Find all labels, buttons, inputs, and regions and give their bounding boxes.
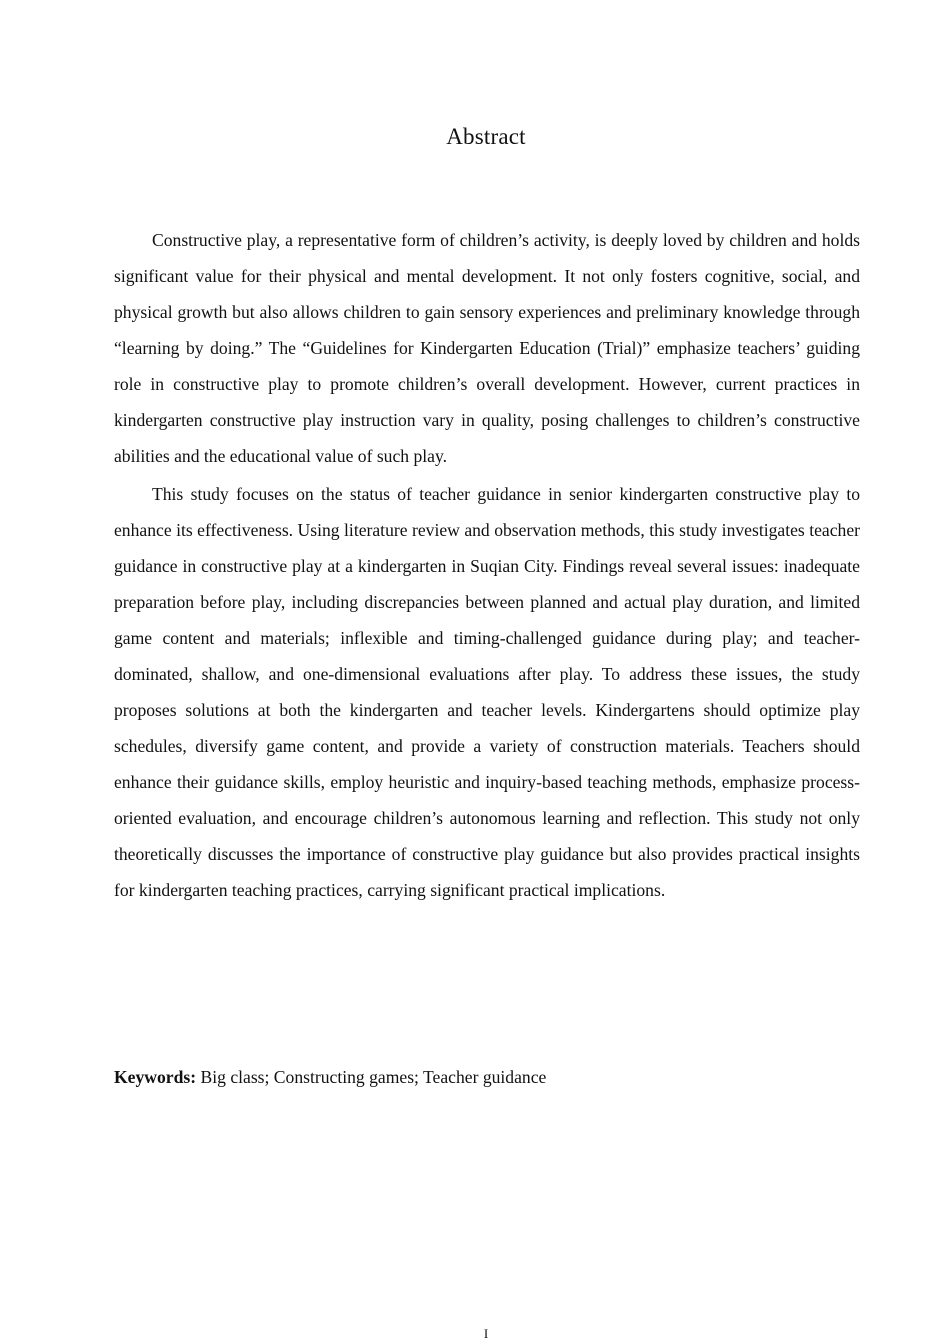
keywords-line: [114, 1062, 546, 1092]
page-title: Abstract: [446, 124, 526, 149]
keywords-label: Keywords:: [114, 1067, 197, 1087]
keywords-text: Big class; Constructing games; Teacher guidance: [200, 1067, 547, 1087]
abstract-paragraph-1: Constructive play, a representative form of children’s activity, is deeply loved by children and holds significant value for their physical and mental development. It not only fosters cognitive, social, and physical growth but also allows children to gain sensory experiences and preliminary knowledge through “learning by doing.” The “Guidelines for Kindergarten Education (Trial)” emphasize teachers’ guiding role in constructive play to promote children’s overall development. However, current practices in kindergarten constructive play instruction vary in quality, posing challenges to children’s constructive abilities and the educational value of such play.: [114, 230, 860, 466]
abstract-paragraph-2: This study focuses on the status of teacher guidance in senior kindergarten constructive play to enhance its effectiveness. Using literature review and observation methods, this study investigates teacher guidance in constructive play at a kindergarten in Suqian City. Findings reveal several issues: inadequate preparation before play, including discrepancies between planned and actual play duration, and limited game content and materials; inflexible and timing-challenged guidance during play; and teacher-dominated, shallow, and one-dimensional evaluations after play. To address these issues, the study proposes solutions at both the kindergarten and teacher levels. Kindergartens should optimize play schedules, diversify game content, and provide a variety of construction materials. Teachers should enhance their guidance skills, employ heuristic and inquiry-based teaching methods, emphasize process-oriented evaluation, and encourage children’s autonomous learning and reflection. This study not only theoretically discusses the importance of constructive play guidance but also provides practical insights for kindergarten teaching practices, carrying significant practical implications.: [114, 484, 860, 900]
page-number: I: [483, 1326, 489, 1341]
abstract-body: [114, 222, 860, 908]
